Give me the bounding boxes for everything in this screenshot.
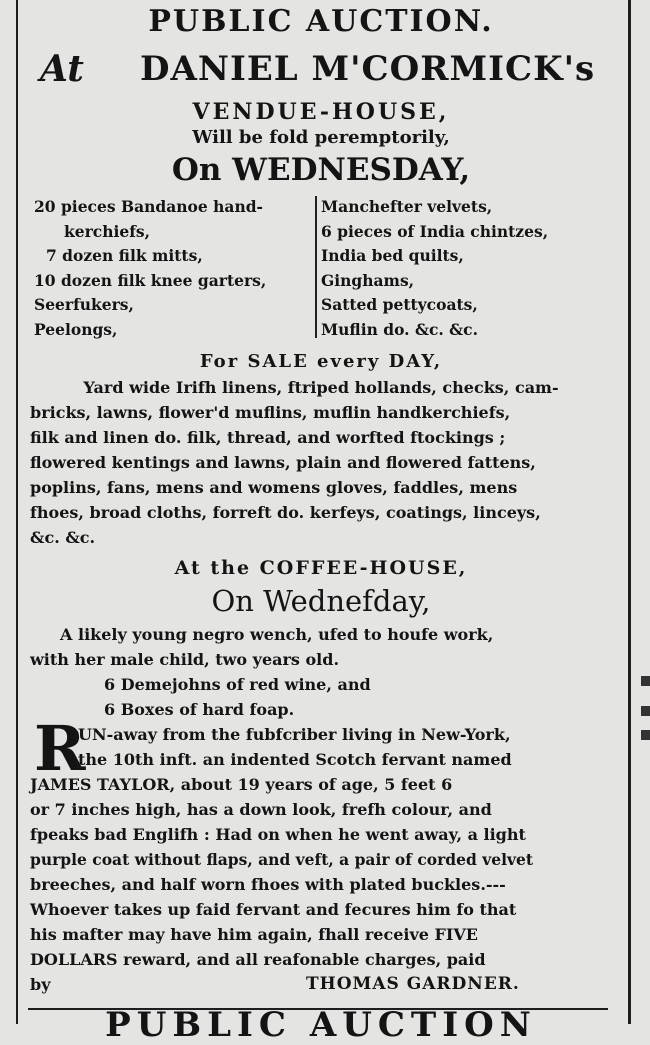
coffee-house-day: On Wednefday, (211, 584, 431, 618)
left-column-rule (16, 0, 18, 1024)
right-column-rule (628, 0, 631, 1024)
edge-ink-mark (641, 730, 650, 740)
left-item-list (34, 195, 266, 342)
coffee-line: 6 Boxes of hard foap. (104, 700, 295, 719)
runaway-line: his mafter may have him again, fhall receive FIVE (30, 925, 478, 944)
next-ad-heading: PUBLIC AUCTION (105, 1005, 537, 1045)
sale-line: Yard wide Irifh linens, ftriped hollands, checks, cam- (83, 378, 559, 397)
sale-line: flowered kentings and lawns, plain and flowered fattens, (30, 453, 536, 472)
right-item-list (321, 195, 548, 342)
edge-ink-mark (641, 706, 650, 716)
coffee-line: with her male child, two years old. (30, 650, 340, 669)
sold-note: Will be fold peremptorily, (192, 127, 450, 148)
next-ad-heading-cut (30, 1005, 612, 1045)
list-item: Manchefter velvets, (321, 197, 493, 216)
list-item: India bed quilts, (321, 246, 464, 265)
runaway-line: UN-away from the fubfcriber living in New-York, (78, 725, 511, 744)
list-item: kerchiefs, (64, 221, 151, 241)
list-item: Peelongs, (34, 319, 118, 339)
runaway-line: the 10th inft. an indented Scotch fervant named (78, 750, 512, 769)
list-item: 7 dozen filk mitts, (46, 246, 203, 265)
list-item: 6 pieces of India chintzes, (321, 221, 549, 241)
venue-name: VENDUE-HOUSE, (192, 99, 450, 125)
sale-heading: For SALE every DAY, (199, 351, 443, 372)
list-item: 10 dozen filk knee garters, (34, 270, 267, 290)
signature: THOMAS GARDNER. (306, 974, 520, 994)
sale-line: poplins, fans, mens and womens gloves, faddles, mens (30, 478, 518, 497)
ad-title: PUBLIC AUCTION. (148, 4, 494, 39)
ad-at: At (40, 48, 84, 90)
auction-day: On WEDNESDAY, (171, 152, 471, 188)
list-item: Seerfukers, (34, 295, 134, 314)
runaway-dropcap: R (34, 712, 86, 785)
list-item: Ginghams, (321, 270, 415, 290)
coffee-line: 6 Demejohns of red wine, and (104, 675, 371, 694)
runaway-line: fpeaks bad Englifh : Had on when he went away, a light (30, 825, 526, 844)
auctioneer-name: DANIEL M'CORMICK's (140, 49, 596, 89)
runaway-line: breeches, and half worn fhoes with plated buckles.--- (30, 875, 506, 894)
list-item: Muflin do. &c. &c. (321, 319, 478, 339)
runaway-line: JAMES TAYLOR, about 19 years of age, 5 feet 6 (30, 775, 453, 794)
coffee-line: A likely young negro wench, ufed to houfe work, (60, 625, 494, 644)
list-item: Satted pettycoats, (321, 295, 478, 314)
sale-line: bricks, lawns, flower'd muflins, muflin handkerchiefs, (30, 403, 511, 422)
coffee-house-heading: At the COFFEE-HOUSE, (174, 557, 468, 579)
runaway-line: or 7 inches high, has a down look, frefh colour, and (30, 800, 492, 819)
item-column-divider (315, 196, 317, 338)
by-label: by (30, 975, 51, 994)
runaway-line: Whoever takes up faid fervant and fecures him fo that (30, 900, 517, 919)
edge-ink-mark (641, 676, 650, 686)
list-item: 20 pieces Bandanoe hand- (34, 197, 263, 216)
runaway-line: DOLLARS reward, and all reafonable charges, paid (30, 950, 486, 969)
sale-line: filk and linen do. filk, thread, and worfted ftockings ; (30, 428, 506, 447)
sale-line: fhoes, broad cloths, forreft do. kerfeys, coatings, linceys, (30, 503, 541, 522)
runaway-line: purple coat without flaps, and veft, a pair of corded velvet (30, 850, 533, 869)
sale-line: &c. &c. (30, 528, 96, 547)
